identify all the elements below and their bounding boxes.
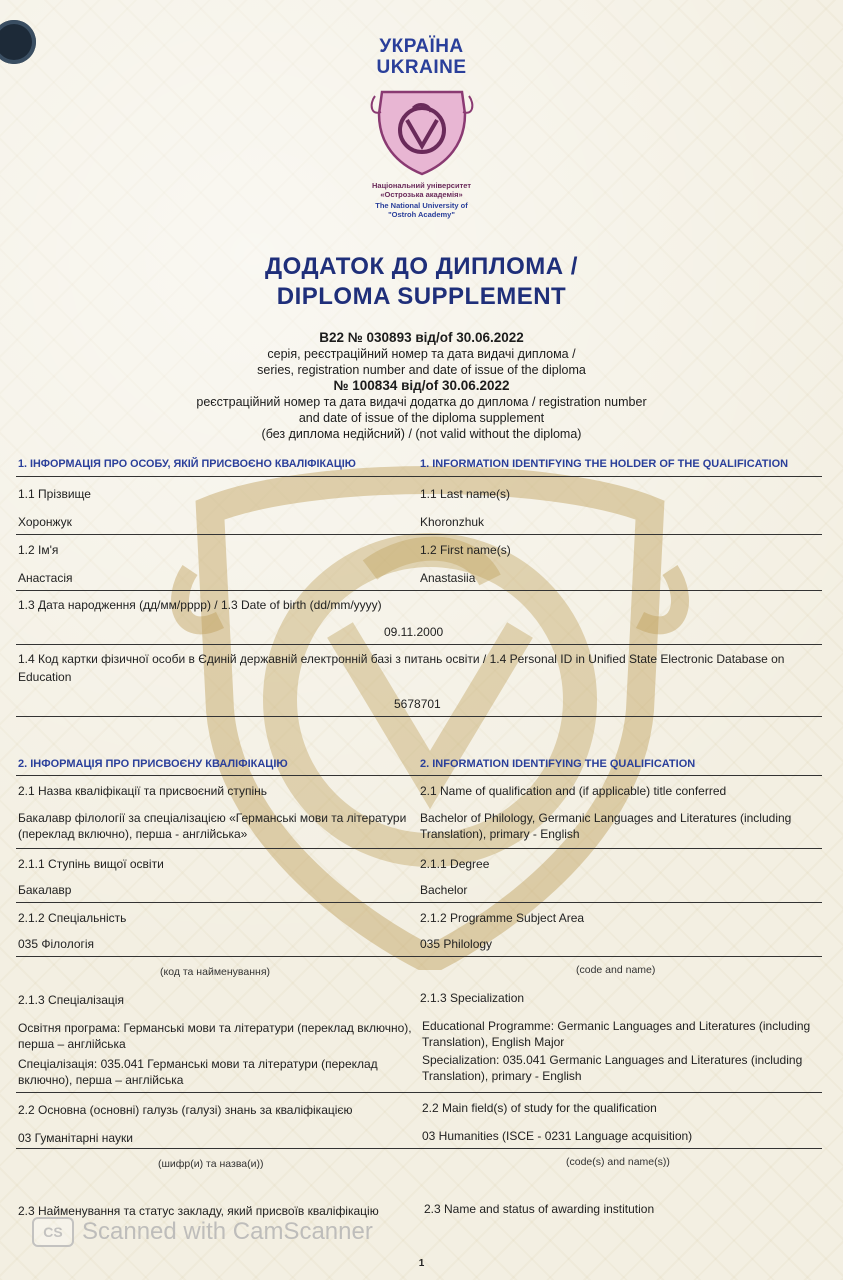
lastname-label-ua: 1.1 Прізвище: [18, 487, 91, 501]
qualification-value-ua-1: Бакалавр філології за спеціалізацією «Германські мови та літератури: [18, 811, 407, 825]
lastname-value-ua: Хоронжук: [18, 515, 72, 529]
field-label-ua: 2.2 Основна (основні) галузь (галузі) знань за кваліфікацією: [18, 1103, 353, 1117]
divider: [16, 956, 822, 957]
degree-value-ua: Бакалавр: [18, 883, 72, 897]
institution-label-ua: 2.3 Найменування та статус закладу, який присвоїв кваліфікацію: [18, 1204, 379, 1218]
divider: [16, 590, 822, 591]
degree-label-en: 2.1.1 Degree: [420, 857, 490, 871]
divider: [16, 476, 822, 477]
diploma-caption-ua: серія, реєстраційний номер та дата видачі диплома /: [267, 347, 576, 361]
university-name-en-1: The National University of: [375, 201, 468, 210]
section1-heading-ua: 1. ІНФОРМАЦІЯ ПРО ОСОБУ, ЯКІЙ ПРИСВОЄНО КВАЛІФІКАЦІЮ: [18, 458, 356, 470]
document-header: [0, 36, 843, 219]
camscanner-text: Scanned with CamScanner: [82, 1218, 373, 1245]
degree-label-ua: 2.1.1 Ступінь вищої освіти: [18, 857, 164, 871]
firstname-label-ua: 1.2 Ім'я: [18, 543, 59, 557]
code-name-caption-ua: (код та найменування): [160, 966, 270, 978]
supplement-caption-1: реєстраційний номер та дата видачі додатка до диплома / registration number: [196, 395, 647, 409]
code-name-caption-en: (code and name): [576, 964, 656, 976]
specialization-label-ua: 2.1.3 Спеціалізація: [18, 993, 124, 1007]
specialty-value-en: 035 Philology: [420, 937, 493, 951]
qualification-value-en-2: Translation), primary - English: [420, 827, 580, 841]
lastname-value-en: Khoronzhuk: [420, 515, 485, 529]
title-ua: ДОДАТОК ДО ДИПЛОМА /: [265, 253, 578, 280]
field-value-en: 03 Humanities (ISCE - 0231 Language acquisition): [422, 1129, 693, 1143]
specialty-value-ua: 035 Філологія: [18, 937, 95, 951]
dob-value: 09.11.2000: [384, 625, 444, 639]
specialization-ua-1: Освітня програма: Германські мови та літератури (переклад включно),: [18, 1021, 412, 1035]
university-name-ua-1: Національний університет: [371, 181, 472, 190]
country-en: UKRAINE: [376, 57, 467, 78]
specialization-en-3: Specialization: 035.041 Germanic Languages and Literatures (including: [422, 1053, 803, 1067]
page-number: 1: [418, 1258, 425, 1269]
qualification-label-ua: 2.1 Назва кваліфікації та присвоєний ступінь: [18, 784, 268, 798]
divider: [16, 1092, 822, 1093]
specialization-ua-2: перша – англійська: [18, 1037, 126, 1051]
divider: [16, 1148, 822, 1149]
specialization-ua-3: Спеціалізація: 035.041 Германські мови та літератури (переклад: [18, 1057, 378, 1071]
institution-label-en: 2.3 Name and status of awarding institution: [424, 1202, 655, 1216]
personal-id-label-1: 1.4 Код картки фізичної особи в Єдиній державній електронній базі з питань освіти / 1.4 Personal ID in Unified State Electronic Database on: [18, 652, 785, 666]
divider: [16, 716, 822, 717]
firstname-label-en: 1.2 First name(s): [420, 543, 511, 557]
section2-heading-en: 2. INFORMATION IDENTIFYING THE QUALIFICATION: [420, 758, 696, 770]
dob-label: 1.3 Дата народження (дд/мм/рррр) / 1.3 Date of birth (dd/mm/yyyy): [18, 598, 382, 612]
camscanner-watermark: [32, 1215, 373, 1249]
personal-id-label-2: Education: [18, 670, 72, 684]
field-label-en: 2.2 Main field(s) of study for the qualification: [422, 1101, 657, 1115]
diploma-caption-en: series, registration number and date of issue of the diploma: [257, 363, 586, 377]
specialization-label-en: 2.1.3 Specialization: [420, 991, 525, 1005]
specialization-ua-4: включно), перша – англійська: [18, 1073, 184, 1087]
divider: [16, 902, 822, 903]
field-value-ua: 03 Гуманітарні науки: [18, 1131, 133, 1145]
cipher-caption-en: (code(s) and name(s)): [566, 1156, 670, 1168]
diploma-number: B22 № 030893 від/of 30.06.2022: [319, 330, 524, 345]
firstname-value-en: Anastasiia: [420, 571, 476, 585]
divider: [16, 775, 822, 776]
title-en: DIPLOMA SUPPLEMENT: [276, 283, 567, 310]
divider: [16, 644, 822, 645]
university-name-ua-2: «Острозька академія»: [380, 190, 463, 199]
specialization-en-4: Translation), primary - English: [422, 1069, 582, 1083]
firstname-value-ua: Анастасія: [18, 571, 73, 585]
specialty-label-ua: 2.1.2 Спеціальність: [18, 911, 127, 925]
divider: [16, 848, 822, 849]
section2-heading-ua: 2. ІНФОРМАЦІЯ ПРО ПРИСВОЄНУ КВАЛІФІКАЦІЮ: [18, 758, 288, 770]
supplement-caption-3: (без диплома недійсний) / (not valid without the diploma): [261, 427, 582, 441]
specialization-en-2: Translation), English Major: [422, 1035, 565, 1049]
qualification-value-en-1: Bachelor of Philology, Germanic Languages and Literatures (including: [420, 811, 792, 825]
degree-value-en: Bachelor: [420, 883, 468, 897]
section1-heading-en: 1. INFORMATION IDENTIFYING THE HOLDER OF THE QUALIFICATION: [420, 458, 789, 470]
qualification-label-en: 2.1 Name of qualification and (if applicable) title conferred: [420, 784, 727, 798]
lastname-label-en: 1.1 Last name(s): [420, 487, 511, 501]
supplement-caption-2: and date of issue of the diploma supplement: [298, 411, 545, 425]
specialization-en-1: Educational Programme: Germanic Languages and Literatures (including: [422, 1019, 811, 1033]
university-logo-icon: [367, 84, 477, 176]
supplement-number: № 100834 від/of 30.06.2022: [333, 378, 510, 393]
camscanner-logo-icon: CS: [32, 1217, 74, 1247]
document-title: [0, 252, 843, 312]
university-name-en-2: "Ostroh Academy": [388, 210, 455, 219]
specialty-label-en: 2.1.2 Programme Subject Area: [420, 911, 585, 925]
divider: [16, 534, 822, 535]
country-ua: УКРАЇНА: [379, 36, 464, 57]
cipher-caption-ua: (шифр(и) та назва(и)): [158, 1158, 264, 1170]
qualification-value-ua-2: (переклад включно), перша - англійська»: [18, 827, 248, 841]
personal-id-value: 5678701: [394, 697, 441, 711]
registration-block: [0, 330, 843, 442]
